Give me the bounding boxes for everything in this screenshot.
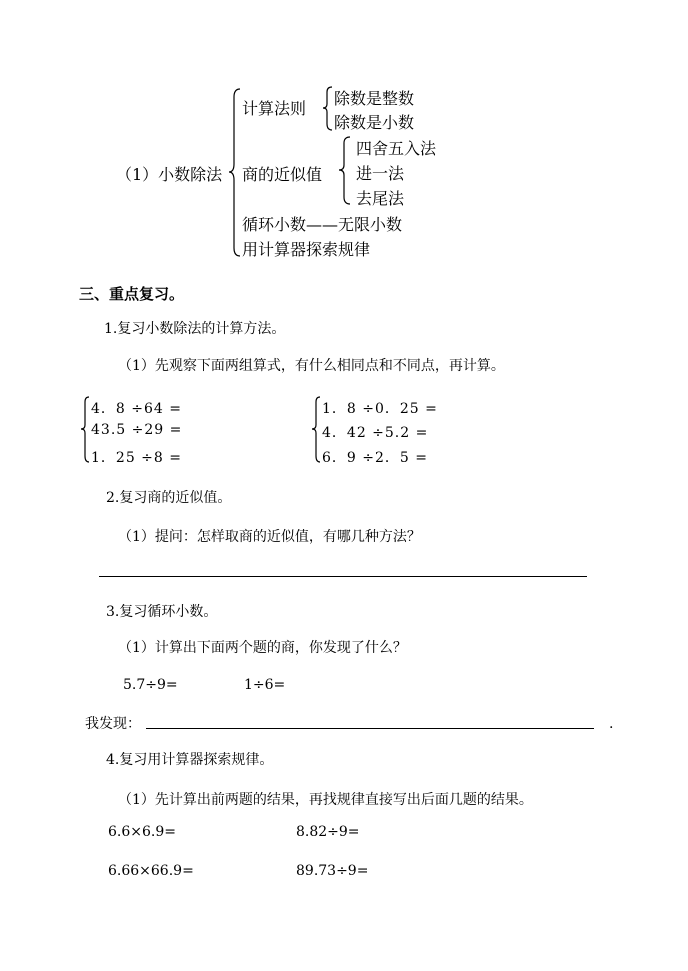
outline-rule-brace [322,86,334,132]
q2-answer-line[interactable] [99,576,587,577]
q1-group-b-eq1: 1．8 ÷0．25 = [322,401,438,417]
outline-calculator: 用计算器探索规律 [242,240,371,259]
outline-root: （1）小数除法 [116,165,223,184]
q3-eq2: 1÷6= [244,677,286,693]
q1-group-a-eq1: 4．8 ÷64 = [91,401,182,417]
outline-rule-item-decimal: 除数是小数 [334,113,415,132]
q4-row1-eq1: 6.6×6.9= [108,824,176,840]
q3-title: 3.复习循环小数。 [106,604,218,620]
q1-group-a-eq2: 43.5 ÷29 = [91,422,183,438]
q1-title: 1.复习小数除法的计算方法。 [104,321,286,337]
q2-title: 2.复习商的近似值。 [106,490,232,506]
outline-approx-item-ceil: 进一法 [356,164,405,183]
q3-eq1: 5.7÷9= [123,677,178,693]
q1-sub: （1）先观察下面两组算式，有什么相同点和不同点，再计算。 [118,358,505,374]
outline-rule-label: 计算法则 [242,99,307,118]
q3-found-label: 我发现： [85,716,141,732]
outline-approx-label: 商的近似值 [242,165,323,184]
q1-group-b-eq2: 4．42 ÷5.2 = [322,425,429,441]
q1-group-a-eq3: 1．25 ÷8 = [91,450,182,466]
q2-sub: （1）提问：怎样取商的近似值，有哪几种方法？ [118,529,421,545]
q3-sub: （1）计算出下面两个题的商，你发现了什么？ [118,640,407,656]
q1-group-a-brace [80,396,90,464]
outline-rule-item-integer: 除数是整数 [334,89,415,108]
q4-title: 4.复习用计算器探索规律。 [106,752,274,768]
q1-group-b-brace [311,396,321,464]
q1-group-b-eq3: 6．9 ÷2．5 = [322,450,428,466]
outline-repeating: 循环小数——无限小数 [242,215,403,234]
q4-sub: （1）先计算出前两题的结果，再找规律直接写出后面几题的结果。 [118,792,533,808]
section-title: 三、重点复习。 [79,285,185,303]
q4-row2-eq2: 89.73÷9= [296,863,369,879]
q3-trailing-dot: . [609,716,614,732]
outline-approx-item-round: 四舍五入法 [356,139,437,158]
outline-approx-item-floor: 去尾法 [356,189,405,208]
q4-row2-eq1: 6.66×66.9= [108,863,194,879]
q4-row1-eq2: 8.82÷9= [296,824,360,840]
q3-answer-line[interactable] [146,728,594,729]
outline-main-brace [228,88,242,258]
outline-approx-brace [338,136,352,206]
